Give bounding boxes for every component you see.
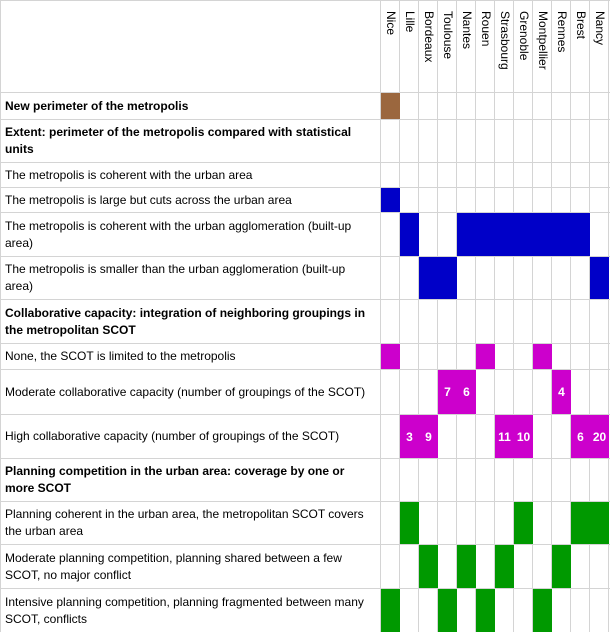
city-header-label: Nice (383, 11, 398, 36)
section-heading: New perimeter of the metropolis (5, 98, 189, 113)
matrix-cell-value: 4 (552, 370, 571, 414)
matrix-cell (400, 502, 419, 544)
section-heading: Planning competition in the urban area: coverage by one or more SCOT (5, 464, 345, 495)
matrix-cell (590, 502, 609, 544)
city-header-label: Rouen (478, 11, 493, 47)
matrix-cell (533, 589, 552, 632)
city-header (495, 4, 514, 90)
city-header (438, 4, 457, 90)
city-header (552, 4, 571, 90)
matrix-cell (590, 257, 609, 299)
row-label: The metropolis is smaller than the urban agglomeration (built-up area) (5, 262, 346, 293)
matrix-cell (457, 213, 476, 256)
city-header-label: Nancy (592, 11, 607, 46)
city-header (533, 4, 552, 90)
row-label: Moderate planning competition, planning shared between a few SCOT, no major conflict (5, 550, 342, 582)
matrix-cell-value: 10 (514, 415, 533, 458)
city-header-label: Bordeaux (421, 11, 436, 63)
matrix-cell-value: 3 (400, 415, 419, 458)
row-label: Planning coherent in the urban area, the metropolitan SCOT covers the urban area (5, 507, 364, 538)
matrix-cell-value: 7 (438, 370, 457, 414)
city-header-label: Lille (402, 11, 417, 33)
row-label: The metropolis is coherent with the urban area (5, 167, 253, 182)
row-label: The metropolis is coherent with the urban agglomeration (built-up area) (5, 218, 352, 250)
matrix-cell (419, 257, 438, 299)
matrix-cell-value: 6 (571, 415, 590, 458)
city-header-label: Toulouse (440, 11, 455, 60)
matrix-cell (552, 545, 571, 588)
city-header (514, 4, 533, 90)
row-label: Intensive planning competition, planning fragmented between many SCOT, conflicts (5, 594, 364, 626)
matrix-cell (495, 545, 514, 588)
matrix-cell (381, 344, 400, 369)
matrix-cell (495, 213, 514, 256)
city-header (457, 4, 476, 90)
city-header (381, 4, 400, 90)
city-header (590, 4, 609, 90)
matrix-cell (381, 188, 400, 212)
matrix-cell (533, 344, 552, 369)
city-header (419, 4, 438, 90)
matrix-cell (381, 589, 400, 632)
row-label: High collaborative capacity (number of groupings of the SCOT) (5, 429, 340, 443)
row-divider (0, 0, 610, 1)
city-header-label: Brest (573, 11, 588, 40)
city-header-label: Rennes (554, 11, 569, 53)
column-divider (437, 0, 438, 632)
row-label: None, the SCOT is limited to the metropolis (5, 349, 236, 363)
city-header-label: Montpellier (535, 11, 550, 70)
row-label: Moderate collaborative capacity (number of groupings of the SCOT) (5, 384, 366, 399)
matrix-cell (514, 502, 533, 544)
matrix-cell (438, 257, 457, 299)
matrix-cell (476, 213, 495, 256)
city-header (476, 4, 495, 90)
matrix-cell (400, 213, 419, 256)
column-divider (0, 0, 1, 632)
column-divider (494, 0, 495, 632)
matrix-cell-value: 6 (457, 370, 476, 414)
column-divider (551, 0, 552, 632)
matrix-cell-value: 11 (495, 415, 514, 458)
matrix-cell (381, 93, 400, 119)
matrix-cell (552, 213, 571, 256)
matrix-cell (571, 213, 590, 256)
matrix-cell (514, 213, 533, 256)
matrix-cell-value: 20 (590, 415, 609, 458)
section-heading: Extent: perimeter of the metropolis compared with statistical units (5, 125, 352, 156)
matrix-cell-value: 9 (419, 415, 438, 458)
matrix-cell (476, 344, 495, 369)
matrix-cell (438, 589, 457, 632)
row-label: The metropolis is large but cuts across the urban area (5, 192, 292, 207)
matrix-cell (533, 213, 552, 256)
city-header-label: Grenoble (516, 11, 531, 61)
city-header (400, 4, 419, 90)
matrix-cell (476, 589, 495, 632)
matrix-cell (457, 545, 476, 588)
matrix-cell (419, 545, 438, 588)
section-heading: Collaborative capacity: integration of neighboring groupings in the metropolitan SCOT (5, 305, 366, 337)
city-header (571, 4, 590, 90)
column-divider (475, 0, 476, 632)
matrix-cell (571, 502, 590, 544)
city-header-label: Nantes (459, 11, 474, 50)
column-divider (456, 0, 457, 632)
city-header-label: Strasbourg (497, 11, 512, 70)
